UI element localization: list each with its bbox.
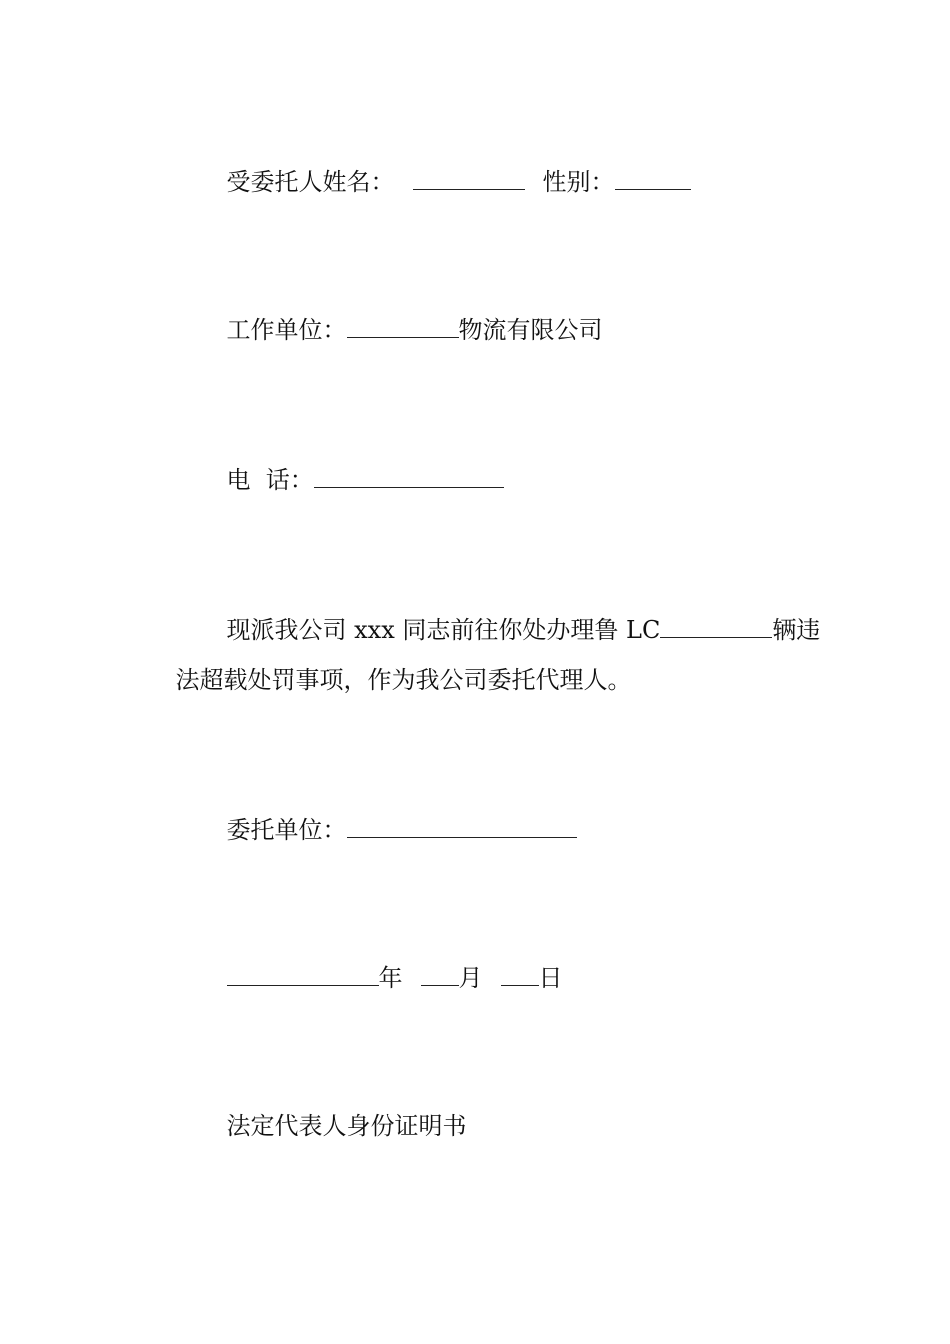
gender-blank[interactable] bbox=[615, 167, 691, 190]
assignment-text-2: 辆违 bbox=[772, 616, 821, 644]
agent-name-line bbox=[196, 134, 691, 196]
assignment-line-2 bbox=[145, 632, 632, 694]
day-blank[interactable] bbox=[501, 963, 539, 986]
assignment-text-1: 现派我公司 xxx 同志前往你处办理鲁 LC bbox=[226, 616, 661, 644]
month-blank[interactable] bbox=[421, 963, 459, 986]
day-label: 日 bbox=[538, 964, 563, 992]
entrust-unit-blank[interactable] bbox=[347, 815, 577, 838]
vehicle-plate-blank[interactable] bbox=[660, 615, 772, 638]
year-label: 年 bbox=[378, 964, 403, 992]
work-unit-label: 工作单位： bbox=[226, 316, 347, 344]
month-label: 月 bbox=[458, 964, 483, 992]
assignment-line-1 bbox=[196, 582, 821, 644]
legal-rep-title: 法定代表人身份证明书 bbox=[226, 1112, 467, 1140]
date-line bbox=[196, 930, 563, 992]
entrust-unit-label: 委托单位： bbox=[226, 816, 347, 844]
year-blank[interactable] bbox=[227, 963, 379, 986]
agent-name-blank[interactable] bbox=[413, 167, 525, 190]
gender-label: 性别： bbox=[542, 168, 615, 196]
work-unit-suffix: 物流有限公司 bbox=[458, 316, 603, 344]
entrust-unit-line bbox=[196, 782, 577, 844]
agent-name-label: 受委托人姓名： bbox=[226, 168, 395, 196]
work-unit-line bbox=[196, 282, 603, 344]
assignment-text-3: 法超载处罚事项，作为我公司委托代理人。 bbox=[175, 666, 632, 694]
phone-line bbox=[196, 432, 504, 494]
phone-blank[interactable] bbox=[314, 465, 504, 488]
legal-rep-title-line bbox=[196, 1078, 467, 1140]
phone-label: 电 话： bbox=[226, 466, 314, 494]
work-unit-blank[interactable] bbox=[347, 315, 459, 338]
